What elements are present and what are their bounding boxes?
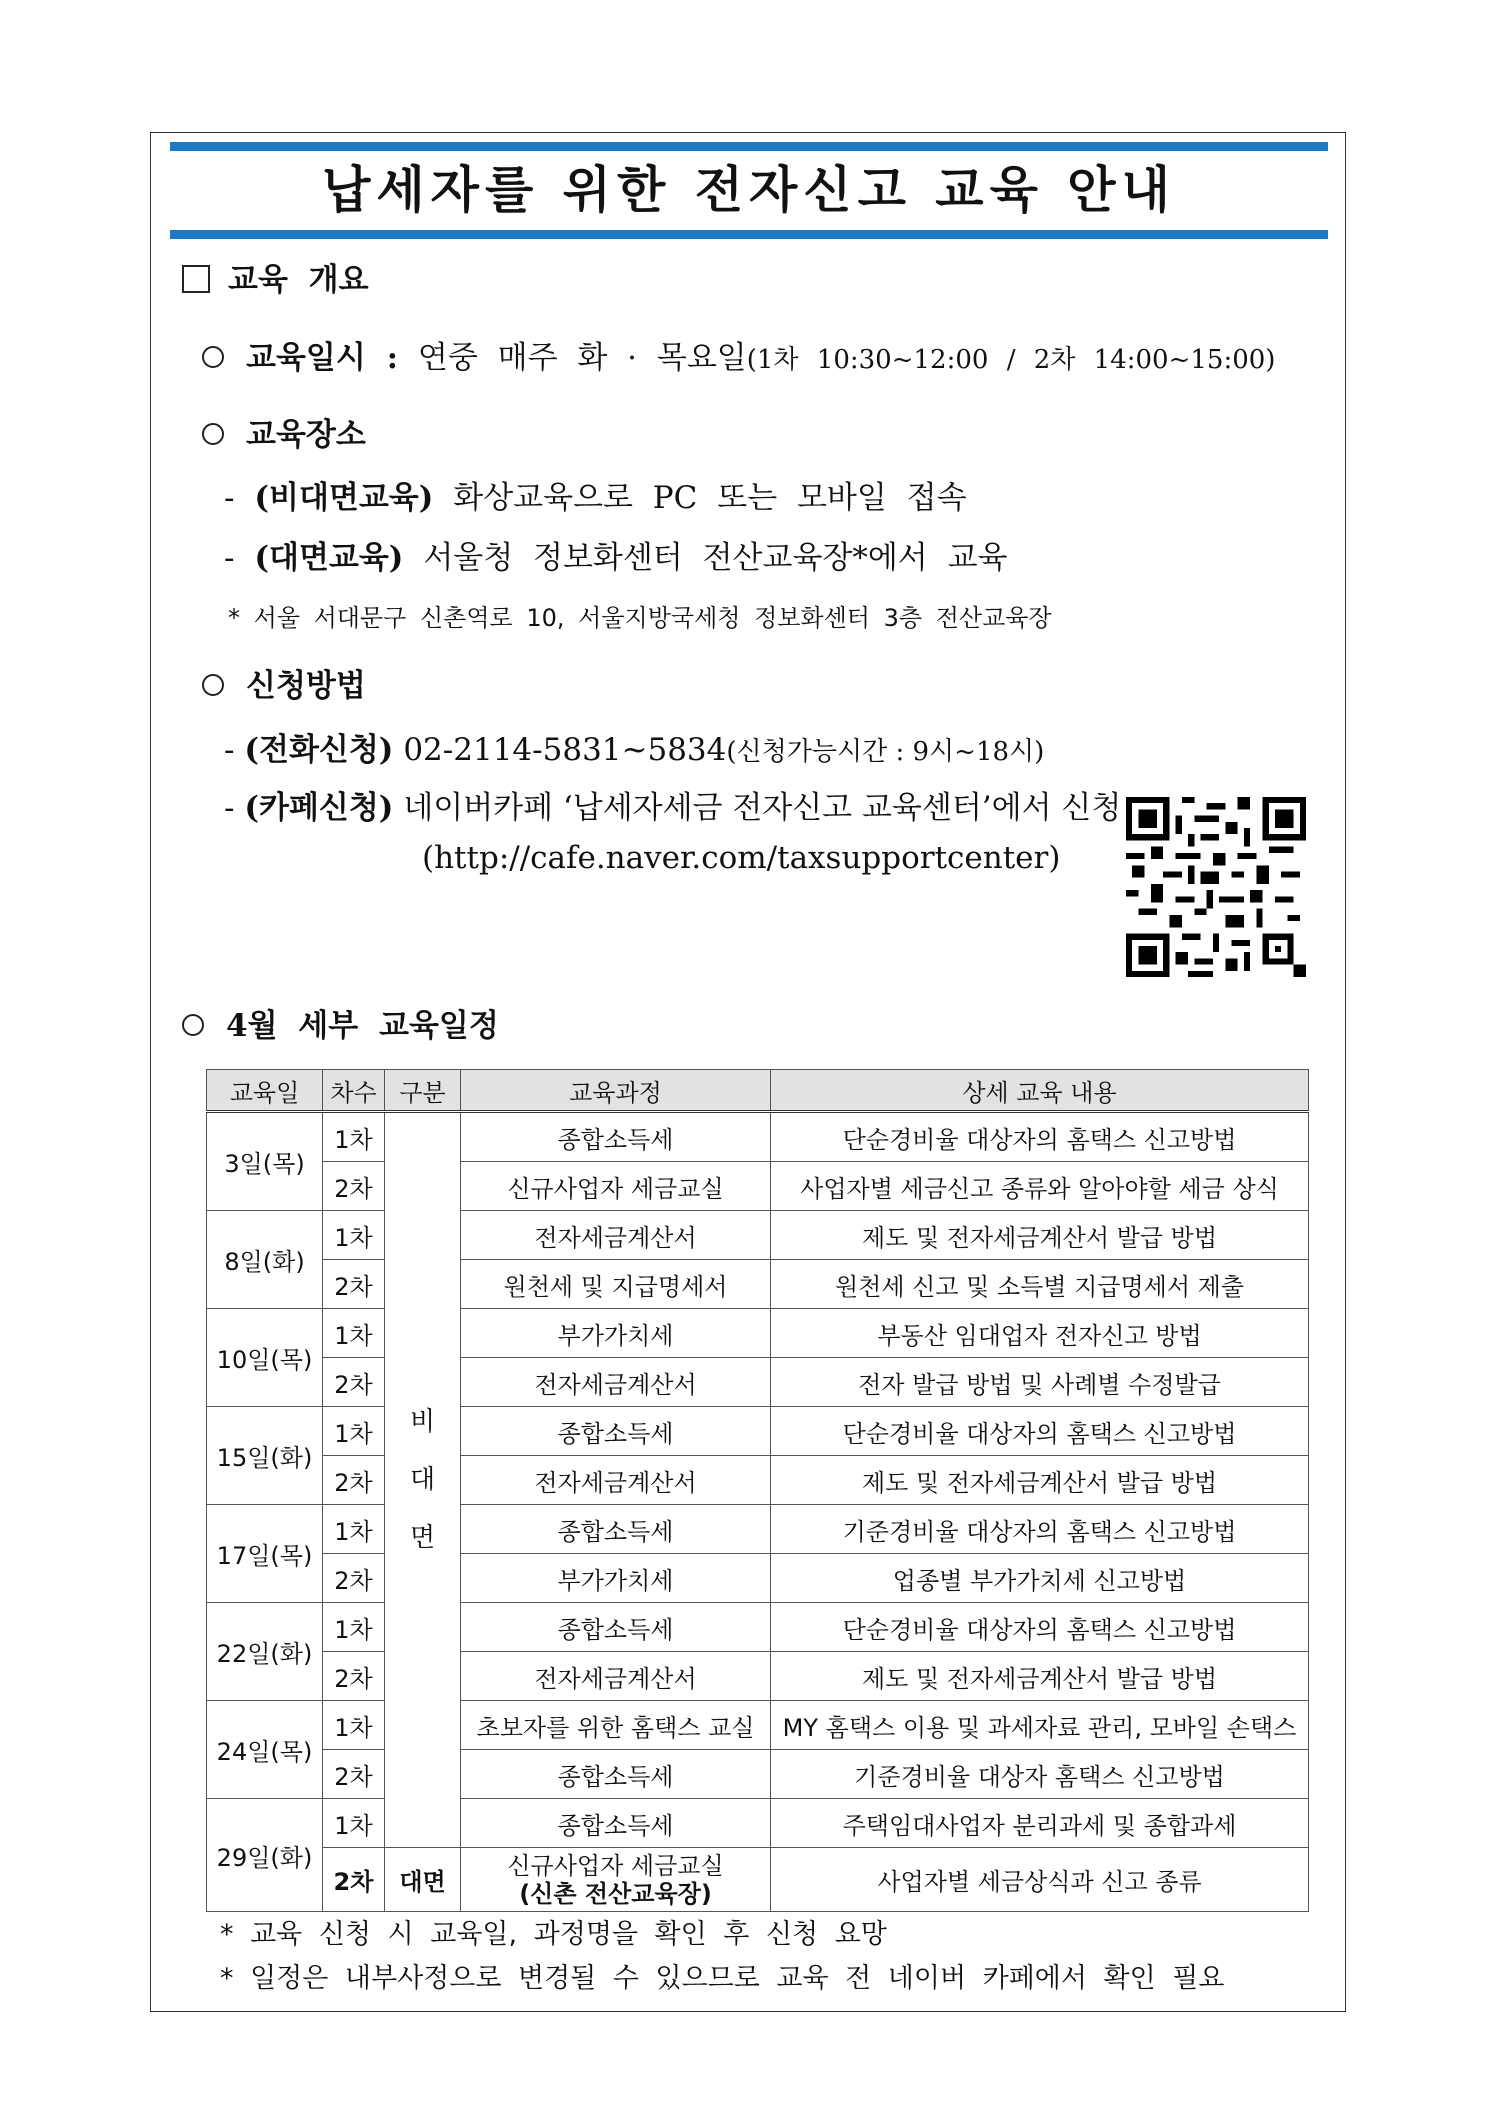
- course-cell: 전자세금계산서: [461, 1652, 771, 1701]
- table-row: [207, 1162, 1309, 1211]
- round-cell: 2차: [323, 1358, 385, 1407]
- detail-cell: 사업자별 세금상식과 신고 종류: [771, 1848, 1309, 1912]
- place-online: - (비대면교육) 화상교육으로 PC 또는 모바일 접속: [224, 480, 967, 516]
- course-cell: 신규사업자 세금교실: [461, 1162, 771, 1211]
- circle-bullet-icon: [202, 346, 224, 368]
- place-note: * 서울 서대문구 신촌역로 10, 서울지방국세청 정보화센터 3층 전산교육장: [228, 604, 1052, 632]
- table-row: [207, 1554, 1309, 1603]
- detail-cell: 사업자별 세금신고 종류와 알아야할 세금 상식: [771, 1162, 1309, 1211]
- round-cell: 2차: [323, 1554, 385, 1603]
- round-cell: 1차: [323, 1112, 385, 1162]
- page-title: 납세자를 위한 전자신고 교육 안내: [322, 161, 1176, 219]
- detail-cell: 주택임대사업자 분리과세 및 종합과세: [771, 1799, 1309, 1848]
- table-row: [207, 1456, 1309, 1505]
- round-cell: 1차: [323, 1505, 385, 1554]
- detail-cell: 단순경비율 대상자의 홈택스 신고방법: [771, 1407, 1309, 1456]
- mode-offline-cell: 대면: [385, 1848, 461, 1912]
- apply-method: 신청방법: [202, 666, 366, 706]
- round-cell: 2차: [323, 1652, 385, 1701]
- day-cell: 8일(화): [207, 1211, 323, 1309]
- table-row: [207, 1211, 1309, 1260]
- detail-cell: MY 홈택스 이용 및 과세자료 관리, 모바일 손택스: [771, 1701, 1309, 1750]
- course-cell: 전자세금계산서: [461, 1456, 771, 1505]
- circle-bullet-icon: [202, 674, 224, 696]
- round-cell: 2차: [323, 1260, 385, 1309]
- round-cell: 2차: [323, 1456, 385, 1505]
- table-header-row: [207, 1070, 1309, 1112]
- title-top-rule: [170, 142, 1328, 151]
- course-cell: 종합소득세: [461, 1750, 771, 1799]
- course-cell: 원천세 및 지급명세서: [461, 1260, 771, 1309]
- table-row: [207, 1848, 1309, 1912]
- circle-bullet-icon: [202, 423, 224, 445]
- table-row: [207, 1260, 1309, 1309]
- detail-cell: 단순경비율 대상자의 홈택스 신고방법: [771, 1112, 1309, 1162]
- circle-bullet-icon: [182, 1014, 204, 1036]
- course-cell: 종합소득세: [461, 1112, 771, 1162]
- course-cell: 종합소득세: [461, 1407, 771, 1456]
- detail-cell: 제도 및 전자세금계산서 발급 방법: [771, 1456, 1309, 1505]
- detail-cell: 기준경비율 대상자의 홈택스 신고방법: [771, 1505, 1309, 1554]
- header-detail: 상세 교육 내용: [771, 1070, 1309, 1112]
- round-cell: 1차: [323, 1309, 385, 1358]
- education-place: 교육장소: [202, 415, 366, 455]
- table-row: [207, 1750, 1309, 1799]
- detail-cell: 부동산 임대업자 전자신고 방법: [771, 1309, 1309, 1358]
- apply-cafe: - (카페신청) 네이버카페 ‘납세자세금 전자신고 교육센터’에서 신청: [224, 790, 1122, 826]
- mode-char: 대: [409, 1465, 436, 1495]
- mode-online-cell: [385, 1112, 461, 1848]
- course-cell: 부가가치세: [461, 1309, 771, 1358]
- header-date: 교육일: [207, 1070, 323, 1112]
- round-cell: 2차: [323, 1848, 385, 1912]
- day-cell: 22일(화): [207, 1603, 323, 1701]
- table-row: [207, 1358, 1309, 1407]
- mode-char: 비: [409, 1407, 436, 1437]
- header-round: 차수: [323, 1070, 385, 1112]
- course-cell: 전자세금계산서: [461, 1211, 771, 1260]
- table-row: [207, 1112, 1309, 1162]
- table-row: [207, 1505, 1309, 1554]
- course-cell: 종합소득세: [461, 1505, 771, 1554]
- table-row: [207, 1407, 1309, 1456]
- mode-char: 면: [409, 1523, 436, 1553]
- day-cell: 3일(목): [207, 1112, 323, 1211]
- schedule-table: [206, 1069, 1309, 1912]
- detail-cell: 전자 발급 방법 및 사례별 수정발급: [771, 1358, 1309, 1407]
- cafe-url-link[interactable]: (http://cafe.naver.com/taxsupportcenter): [422, 840, 1061, 876]
- day-cell: 15일(화): [207, 1407, 323, 1505]
- course-line: 신규사업자 세금교실: [507, 1851, 724, 1880]
- table-row: [207, 1309, 1309, 1358]
- qr-code-icon[interactable]: [1126, 797, 1306, 977]
- course-line: (신촌 전산교육장): [519, 1879, 712, 1908]
- table-row: [207, 1603, 1309, 1652]
- round-cell: 1차: [323, 1701, 385, 1750]
- course-cell: 초보자를 위한 홈택스 교실: [461, 1701, 771, 1750]
- table-row: [207, 1799, 1309, 1848]
- round-cell: 1차: [323, 1211, 385, 1260]
- footnote-apply: * 교육 신청 시 교육일, 과정명을 확인 후 신청 요망: [220, 1919, 887, 1950]
- table-row: [207, 1652, 1309, 1701]
- course-cell: 종합소득세: [461, 1799, 771, 1848]
- day-cell: 24일(목): [207, 1701, 323, 1799]
- section-overview: 교육 개요: [182, 260, 369, 300]
- detail-cell: 단순경비율 대상자의 홈택스 신고방법: [771, 1603, 1309, 1652]
- table-row: [207, 1701, 1309, 1750]
- detail-cell: 기준경비율 대상자 홈택스 신고방법: [771, 1750, 1309, 1799]
- place-offline: - (대면교육) 서울청 정보화센터 전산교육장*에서 교육: [224, 540, 1008, 576]
- apply-phone: - (전화신청) 02-2114-5831~5834(신청가능시간 : 9시~18시): [224, 732, 1045, 768]
- round-cell: 1차: [323, 1799, 385, 1848]
- title-bottom-rule: [170, 230, 1328, 239]
- detail-cell: 업종별 부가가치세 신고방법: [771, 1554, 1309, 1603]
- day-cell: 10일(목): [207, 1309, 323, 1407]
- course-cell: 전자세금계산서: [461, 1358, 771, 1407]
- header-mode: 구분: [385, 1070, 461, 1112]
- course-cell: 부가가치세: [461, 1554, 771, 1603]
- round-cell: 2차: [323, 1162, 385, 1211]
- round-cell: 2차: [323, 1750, 385, 1799]
- detail-cell: 제도 및 전자세금계산서 발급 방법: [771, 1652, 1309, 1701]
- round-cell: 1차: [323, 1603, 385, 1652]
- round-cell: 1차: [323, 1407, 385, 1456]
- footnote-change: * 일정은 내부사정으로 변경될 수 있으므로 교육 전 네이버 카페에서 확인 필요: [220, 1963, 1225, 1994]
- course-cell: [461, 1848, 771, 1912]
- detail-cell: 제도 및 전자세금계산서 발급 방법: [771, 1211, 1309, 1260]
- schedule-heading: 4월 세부 교육일정: [182, 1006, 499, 1046]
- checkbox-square-icon: [182, 265, 210, 293]
- header-course: 교육과정: [461, 1070, 771, 1112]
- detail-cell: 원천세 신고 및 소득별 지급명세서 제출: [771, 1260, 1309, 1309]
- education-date: 교육일시 : 연중 매주 화 · 목요일(1차 10:30~12:00 / 2차 14:00~15:00): [202, 338, 1275, 380]
- course-cell: 종합소득세: [461, 1603, 771, 1652]
- day-cell: 29일(화): [207, 1799, 323, 1912]
- day-cell: 17일(목): [207, 1505, 323, 1603]
